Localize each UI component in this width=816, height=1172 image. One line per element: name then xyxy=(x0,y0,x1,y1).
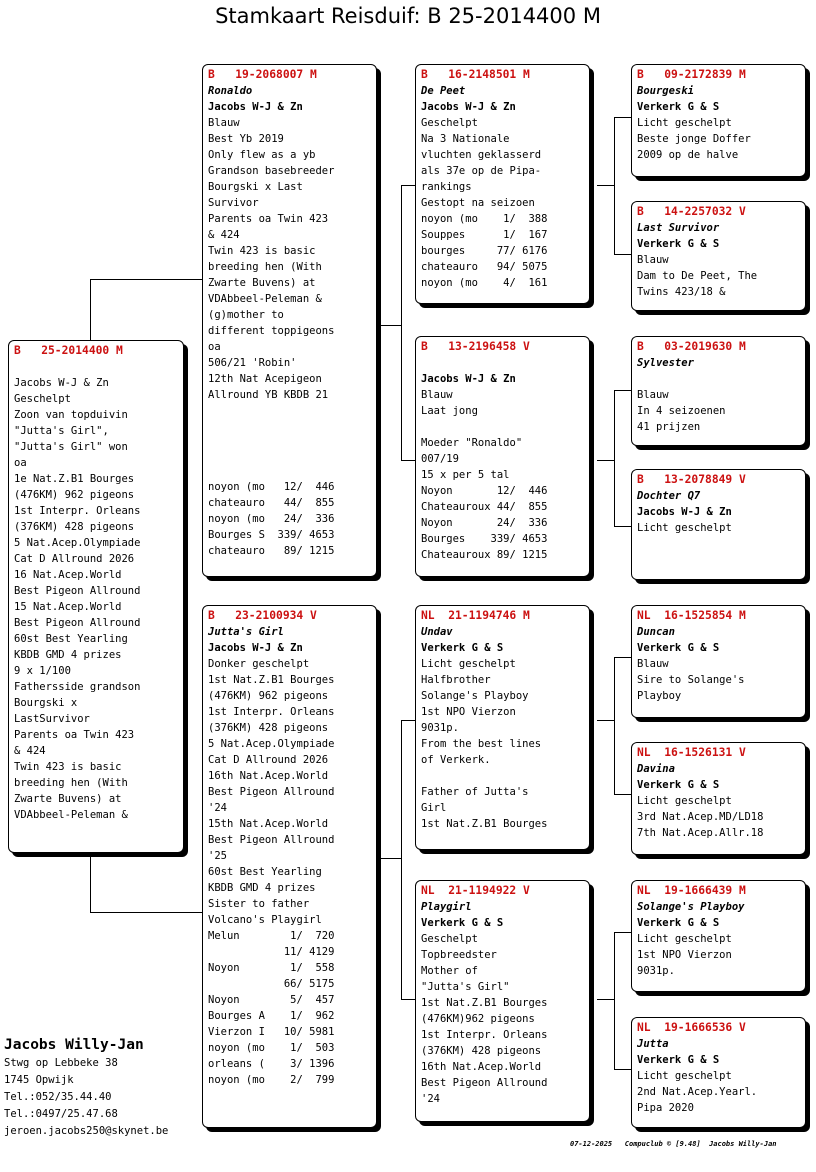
info-line: Noyon 1/ 558 xyxy=(208,962,335,974)
info-line: '25 xyxy=(208,850,227,862)
pigeon-name: De Peet xyxy=(421,85,466,97)
info-line: 007/19 xyxy=(421,453,459,465)
info-line: 60st Best Yearling xyxy=(14,633,128,645)
info-line: KBDB GMD 4 prizes xyxy=(14,649,122,661)
info-line: VDAbbeel-Peleman & xyxy=(208,293,322,305)
ring-number: B 16-2148501 M xyxy=(421,68,530,81)
info-line: Grandson basebreeder xyxy=(208,165,335,177)
info-line: LastSurvivor xyxy=(14,713,90,725)
pigeon-name xyxy=(421,355,584,371)
info-line: Blauw xyxy=(421,389,453,401)
ring-number: NL 19-1666536 V xyxy=(637,1021,746,1034)
info-line: 11/ 4129 xyxy=(208,946,335,958)
connector-line xyxy=(614,117,615,255)
info-line: Bourges A 1/ 962 xyxy=(208,1010,335,1022)
info-line: 9 x 1/100 xyxy=(14,665,71,677)
connector-line xyxy=(597,999,614,1000)
pigeon-owner: Verkerk G & S xyxy=(637,917,720,929)
info-line: Cat D Allround 2026 xyxy=(14,553,135,565)
info-line: Twins 423/18 & xyxy=(637,286,726,298)
info-line: 16th Nat.Acep.World xyxy=(208,770,329,782)
info-line: (476KM) 962 pigeons xyxy=(208,690,329,702)
info-line: 506/21 'Robin' xyxy=(208,357,297,369)
info-line: Licht geschelpt xyxy=(637,795,732,807)
info-line: 12th Nat Acepigeon xyxy=(208,373,322,385)
info-line: Bourgski x Last xyxy=(208,181,303,193)
info-line: Parents oa Twin 423 xyxy=(208,213,329,225)
info-line: Zwarte Buvens) at xyxy=(208,277,316,289)
info-line: oa xyxy=(14,457,27,469)
ring-number: NL 16-1526131 V xyxy=(637,746,746,759)
connector-line xyxy=(597,720,614,721)
pigeon-card-dam-sire-sire[interactable] xyxy=(631,605,806,718)
info-line: 5 Nat.Acep.Olympiade xyxy=(208,738,335,750)
info-line: Blauw xyxy=(637,254,669,266)
pigeon-name: Last Survivor xyxy=(637,222,720,234)
info-line: Twin 423 is basic xyxy=(14,761,122,773)
info-line: breeding hen (With xyxy=(208,261,322,273)
pigeon-card-sire-dam[interactable] xyxy=(415,336,590,577)
info-line: of Verkerk. xyxy=(421,754,491,766)
info-line: Sister to father xyxy=(208,898,310,910)
info-line: "Jutta's Girl" xyxy=(421,981,510,993)
result-line: noyon (mo 24/ 336 xyxy=(208,513,335,525)
info-line: Licht geschelpt xyxy=(637,522,732,534)
info-line: Halfbrother xyxy=(421,674,491,686)
pigeon-card-dam-sire[interactable] xyxy=(415,605,590,850)
info-line: Noyon 24/ 336 xyxy=(421,517,548,529)
pigeon-name: Davina xyxy=(637,763,675,775)
info-line: noyon (mo 2/ 799 xyxy=(208,1074,335,1086)
pigeon-owner: Verkerk G & S xyxy=(637,642,720,654)
ring-number: NL 19-1666439 M xyxy=(637,884,746,897)
info-line: (376KM) 428 pigeons xyxy=(14,521,135,533)
pigeon-card-dam-sire-dam[interactable] xyxy=(631,742,806,855)
info-line: 15th Nat.Acep.World xyxy=(208,818,329,830)
info-line: Best Pigeon Allround xyxy=(208,786,335,798)
info-line: Playboy xyxy=(637,690,682,702)
info-line: 9031p. xyxy=(421,722,459,734)
info-line: Best Pigeon Allround xyxy=(421,1077,548,1089)
info-line: Dam to De Peet, The xyxy=(637,270,758,282)
info-line: Allround YB KBDB 21 xyxy=(208,389,329,401)
ring-number: B 13-2196458 V xyxy=(421,340,530,353)
info-line: vluchten geklasserd xyxy=(421,149,542,161)
info-line: Best Pigeon Allround xyxy=(14,585,141,597)
info-line: Licht geschelpt xyxy=(637,933,732,945)
info-line: Moeder "Ronaldo" xyxy=(421,437,523,449)
info-line: Blauw xyxy=(637,658,669,670)
pigeon-name: Undav xyxy=(421,626,453,638)
pigeon-name: Ronaldo xyxy=(208,85,253,97)
info-line: 15 Nat.Acep.World xyxy=(14,601,122,613)
ring-number: NL 21-1194746 M xyxy=(421,609,530,622)
pigeon-card-dam[interactable] xyxy=(202,605,377,1128)
pigeon-name: Solange's Playboy xyxy=(637,901,745,913)
connector-line xyxy=(90,912,205,913)
info-line: Mother of xyxy=(421,965,478,977)
pigeon-owner: Verkerk G & S xyxy=(637,101,720,113)
ring-number: B 25-2014400 M xyxy=(14,344,123,357)
info-line: Vierzon I 10/ 5981 xyxy=(208,1026,335,1038)
pigeon-card-subject[interactable] xyxy=(8,340,184,853)
info-line: 16th Nat.Acep.World xyxy=(421,1061,542,1073)
info-line: 41 prijzen xyxy=(637,421,701,433)
info-line: Geschelpt xyxy=(421,933,478,945)
info-line: Noyon 12/ 446 xyxy=(421,485,548,497)
info-line: Donker geschelpt xyxy=(208,658,310,670)
info-line: Pipa 2020 xyxy=(637,1102,694,1114)
info-line: Licht geschelpt xyxy=(637,117,732,129)
info-line: oa xyxy=(208,341,221,353)
info-line: chateauro 94/ 5075 xyxy=(421,261,548,273)
info-line: 1st NPO Vierzon xyxy=(637,949,732,961)
info-line: Sire to Solange's xyxy=(637,674,745,686)
pigeon-card-dam-dam-sire[interactable] xyxy=(631,880,806,992)
info-line: als 37e op de Pipa- xyxy=(421,165,542,177)
pigeon-name: Dochter Q7 xyxy=(637,490,701,502)
breeder-city: 1745 Opwijk xyxy=(4,1074,74,1086)
info-line xyxy=(14,359,178,375)
pigeon-owner: Verkerk G & S xyxy=(421,642,504,654)
pigeon-owner: Jacobs W-J & Zn xyxy=(637,506,732,518)
connector-line xyxy=(597,460,614,461)
info-line: 1st Nat.Z.B1 Bourges xyxy=(421,997,548,1009)
pigeon-name: Playgirl xyxy=(421,901,472,913)
info-line: Geschelpt xyxy=(14,393,71,405)
connector-line xyxy=(614,657,615,795)
breeder-street: Stwg op Lebbeke 38 xyxy=(4,1057,118,1069)
info-line: Licht geschelpt xyxy=(637,1070,732,1082)
connector-line xyxy=(377,858,401,859)
info-line: Beste jonge Doffer xyxy=(637,133,751,145)
info-line: (376KM) 428 pigeons xyxy=(208,722,329,734)
ring-number: B 09-2172839 M xyxy=(637,68,746,81)
result-line: noyon (mo 12/ 446 xyxy=(208,481,335,493)
info-line: 1st Nat.Z.B1 Bourges xyxy=(208,674,335,686)
pigeon-owner xyxy=(637,371,800,387)
info-line: 66/ 5175 xyxy=(208,978,335,990)
connector-line xyxy=(90,853,91,913)
info-line: 7th Nat.Acep.Allr.18 xyxy=(637,827,764,839)
info-line: different toppigeons xyxy=(208,325,335,337)
info-line: 9031p. xyxy=(637,965,675,977)
info-line: noyon (mo 4/ 161 xyxy=(421,277,548,289)
result-line: Bourges S 339/ 4653 xyxy=(208,529,335,541)
ring-number: B 03-2019630 M xyxy=(637,340,746,353)
pigeon-name: Duncan xyxy=(637,626,675,638)
info-line: Bourges 339/ 4653 xyxy=(421,533,548,545)
info-line: 60st Best Yearling xyxy=(208,866,322,878)
info-line: 15 x per 5 tal xyxy=(421,469,510,481)
info-line: "Jutta's Girl" won xyxy=(14,441,128,453)
info-line: Souppes 1/ 167 xyxy=(421,229,548,241)
connector-line xyxy=(614,932,615,1070)
pigeon-owner: Verkerk G & S xyxy=(637,238,720,250)
info-line: noyon (mo 1/ 503 xyxy=(208,1042,335,1054)
pigeon-card-sire-dam-sire[interactable] xyxy=(631,336,806,446)
result-line: chateauro 44/ 855 xyxy=(208,497,335,509)
info-line: 1st Interpr. Orleans xyxy=(208,706,335,718)
info-line: Geschelpt xyxy=(421,117,478,129)
info-line: Only flew as a yb xyxy=(208,149,316,161)
info-line: Fathersside grandson xyxy=(14,681,141,693)
info-line: 2nd Nat.Acep.Yearl. xyxy=(637,1086,758,1098)
page-title: Stamkaart Reisduif: B 25-2014400 M xyxy=(215,4,601,28)
info-line: (376KM) 428 pigeons xyxy=(421,1045,542,1057)
info-line xyxy=(421,768,584,784)
pigeon-owner: Verkerk G & S xyxy=(637,779,720,791)
pigeon-owner: Jacobs W-J & Zn xyxy=(421,101,516,113)
pigeon-owner: Jacobs W-J & Zn xyxy=(421,373,516,385)
ring-number: NL 16-1525854 M xyxy=(637,609,746,622)
pigeon-card-sire-sire-sire[interactable] xyxy=(631,64,806,177)
info-line: Zwarte Buvens) at xyxy=(14,793,122,805)
info-line: Noyon 5/ 457 xyxy=(208,994,335,1006)
breeder-address xyxy=(4,1035,168,1140)
info-line: Twin 423 is basic xyxy=(208,245,316,257)
spacer xyxy=(208,403,371,479)
info-line: breeding hen (With xyxy=(14,777,128,789)
info-line: 1st Interpr. Orleans xyxy=(14,505,141,517)
connector-line xyxy=(401,185,402,461)
ring-number: B 14-2257032 V xyxy=(637,205,746,218)
info-line: 3rd Nat.Acep.MD/LD18 xyxy=(637,811,764,823)
info-line: Jacobs W-J & Zn xyxy=(14,377,109,389)
info-line: Gestopt na seizoen xyxy=(421,197,535,209)
info-line: "Jutta's Girl", xyxy=(14,425,109,437)
info-line: Best Yb 2019 xyxy=(208,133,284,145)
info-line: noyon (mo 1/ 388 xyxy=(421,213,548,225)
pigeon-owner: Verkerk G & S xyxy=(637,1054,720,1066)
footer-credits: 07-12-2025 Compuclub © [9.48] Jacobs Willy-Jan xyxy=(570,1140,777,1148)
info-line: Laat jong xyxy=(421,405,478,417)
info-line: (g)mother to xyxy=(208,309,284,321)
connector-line xyxy=(90,279,91,341)
info-line xyxy=(421,419,584,435)
ring-number: B 19-2068007 M xyxy=(208,68,317,81)
ring-number: NL 21-1194922 V xyxy=(421,884,530,897)
connector-line xyxy=(401,720,402,1000)
info-line: Solange's Playboy xyxy=(421,690,529,702)
info-line: & 424 xyxy=(208,229,240,241)
pigeon-card-sire-dam-dam[interactable] xyxy=(631,469,806,580)
info-line: Blauw xyxy=(637,389,669,401)
pigeon-owner: Verkerk G & S xyxy=(421,917,504,929)
info-line: Licht geschelpt xyxy=(421,658,516,670)
info-line: 16 Nat.Acep.World xyxy=(14,569,122,581)
info-line: Volcano's Playgirl xyxy=(208,914,322,926)
info-line: KBDB GMD 4 prizes xyxy=(208,882,316,894)
info-line: 1e Nat.Z.B1 Bourges xyxy=(14,473,135,485)
info-line: Bourgski x xyxy=(14,697,78,709)
pigeon-name: Jutta xyxy=(637,1038,669,1050)
info-line: Chateauroux 44/ 855 xyxy=(421,501,548,513)
connector-line xyxy=(90,279,205,280)
info-line: 5 Nat.Acep.Olympiade xyxy=(14,537,141,549)
breeder-name: Jacobs Willy-Jan xyxy=(4,1037,144,1053)
info-line: Parents oa Twin 423 xyxy=(14,729,135,741)
info-line: '24 xyxy=(421,1093,440,1105)
pigeon-card-sire-sire[interactable] xyxy=(415,64,590,304)
info-line: Na 3 Nationale xyxy=(421,133,510,145)
pigeon-name: Bourgeski xyxy=(637,85,694,97)
info-line: Chateauroux 89/ 1215 xyxy=(421,549,548,561)
breeder-phone: Tel.:052/35.44.40 xyxy=(4,1091,112,1103)
ring-number: B 13-2078849 V xyxy=(637,473,746,486)
pigeon-name: Sylvester xyxy=(637,357,694,369)
pigeon-card-dam-dam-dam[interactable] xyxy=(631,1017,806,1128)
result-line: chateauro 89/ 1215 xyxy=(208,545,335,557)
info-line: 1st Nat.Z.B1 Bourges xyxy=(421,818,548,830)
info-line: 2009 op de halve xyxy=(637,149,739,161)
info-line: From the best lines xyxy=(421,738,542,750)
info-line: Blauw xyxy=(208,117,240,129)
info-line: Topbreedster xyxy=(421,949,497,961)
info-line: (476KM)962 pigeons xyxy=(421,1013,535,1025)
info-line: Father of Jutta's xyxy=(421,786,529,798)
info-line: Girl xyxy=(421,802,447,814)
connector-line xyxy=(597,185,614,186)
breeder-email[interactable]: jeroen.jacobs250@skynet.be xyxy=(4,1125,169,1137)
info-line: Survivor xyxy=(208,197,259,209)
pigeon-name: Jutta's Girl xyxy=(208,626,284,638)
pigeon-card-sire-sire-dam[interactable] xyxy=(631,201,806,311)
breeder-mobile: Tel.:0497/25.47.68 xyxy=(4,1108,118,1120)
info-line: Cat D Allround 2026 xyxy=(208,754,329,766)
info-line: VDAbbeel-Peleman & xyxy=(14,809,128,821)
info-line: Best Pigeon Allround xyxy=(14,617,141,629)
info-line: (476KM) 962 pigeons xyxy=(14,489,135,501)
pigeon-card-dam-dam[interactable] xyxy=(415,880,590,1122)
info-line: Melun 1/ 720 xyxy=(208,930,335,942)
info-line: bourges 77/ 6176 xyxy=(421,245,548,257)
pigeon-card-sire[interactable] xyxy=(202,64,377,577)
info-line: 1st NPO Vierzon xyxy=(421,706,516,718)
info-line: In 4 seizoenen xyxy=(637,405,726,417)
connector-line xyxy=(377,325,401,326)
info-line: rankings xyxy=(421,181,472,193)
info-line: Zoon van topduivin xyxy=(14,409,128,421)
info-line: Best Pigeon Allround xyxy=(208,834,335,846)
info-line: & 424 xyxy=(14,745,46,757)
ring-number: B 23-2100934 V xyxy=(208,609,317,622)
pigeon-owner: Jacobs W-J & Zn xyxy=(208,101,303,113)
connector-line xyxy=(614,390,615,527)
info-line: orleans ( 3/ 1396 xyxy=(208,1058,335,1070)
info-line: '24 xyxy=(208,802,227,814)
pigeon-owner: Jacobs W-J & Zn xyxy=(208,642,303,654)
info-line: 1st Interpr. Orleans xyxy=(421,1029,548,1041)
